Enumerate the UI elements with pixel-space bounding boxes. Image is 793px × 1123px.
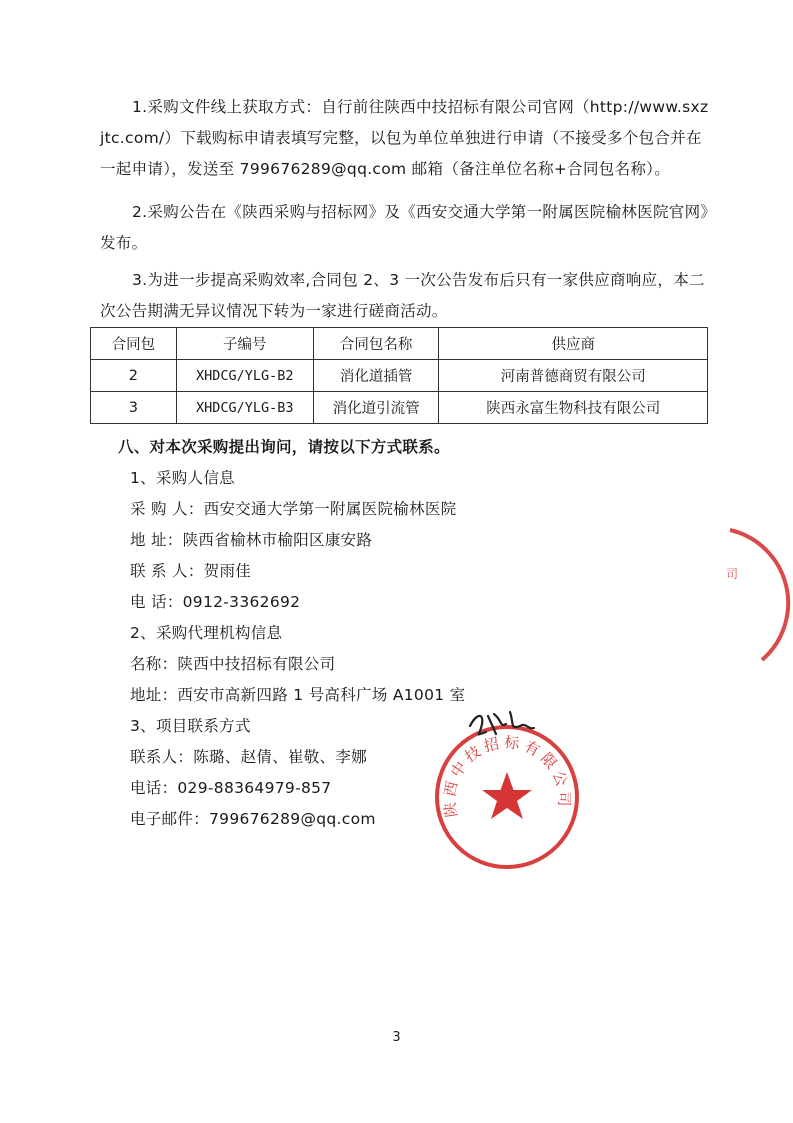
paragraph-line: jtc.com/）下载购标申请表填写完整，以包为单位单独进行申请（不接受多个包合并在 (100, 129, 702, 147)
paragraph-line: 2.采购公告在《陕西采购与招标网》及《西安交通大学第一附属医院榆林医院官网》 (132, 203, 717, 221)
table-header: 供应商 (439, 328, 708, 360)
table-cell: 3 (91, 392, 177, 424)
agency-address: 地址：西安市高新四路 1 号高科广场 A1001 室 (130, 686, 466, 704)
table-cell: XHDCG/YLG-B3 (176, 392, 313, 424)
paragraph-line: 1.采购文件线上获取方式：自行前往陕西中技招标有限公司官网（http://www.sxz (132, 98, 709, 116)
project-phone: 电话：029-88364979-857 (130, 779, 332, 797)
partial-seal-edge (700, 520, 793, 670)
company-seal (432, 722, 582, 872)
table-cell: 消化道引流管 (313, 392, 439, 424)
paragraph-line: 发布。 (100, 234, 148, 252)
paragraph-publication (100, 197, 717, 259)
seal-text: 陕西中技招标有限公司 (440, 733, 574, 819)
buyer-contact: 联 系 人：贺雨佳 (130, 562, 252, 580)
table-row (91, 360, 708, 392)
table-header-row (91, 328, 708, 360)
paragraph-line: 3.为进一步提高采购效率,合同包 2、3 一次公告发布后只有一家供应商响应，本二 (132, 271, 705, 289)
table-cell: 陕西永富生物科技有限公司 (439, 392, 708, 424)
table-cell: XHDCG/YLG-B2 (176, 360, 313, 392)
agency-name: 名称：陕西中技招标有限公司 (130, 655, 336, 673)
buyer-phone: 电 话：0912-3362692 (130, 593, 301, 611)
table-cell: 消化道插管 (313, 360, 439, 392)
table-header: 子编号 (176, 328, 313, 360)
buyer-info-title: 1、采购人信息 (130, 469, 235, 487)
table-cell: 河南普德商贸有限公司 (439, 360, 708, 392)
paragraph-negotiation (100, 265, 712, 327)
table-header: 合同包 (91, 328, 177, 360)
page-number: 3 (392, 1030, 401, 1045)
project-contacts: 联系人：陈璐、赵倩、崔敬、李娜 (130, 748, 368, 766)
project-email: 电子邮件：799676289@qq.com (130, 810, 376, 828)
buyer-name: 采 购 人：西安交通大学第一附属医院榆林医院 (130, 500, 457, 518)
table-cell: 2 (91, 360, 177, 392)
section-heading: 八、对本次采购提出询问，请按以下方式联系。 (118, 438, 450, 456)
table-row (91, 392, 708, 424)
paragraph-line: 次公告期满无异议情况下转为一家进行磋商活动。 (100, 302, 448, 320)
paragraph-line: 一起申请），发送至 799676289@qq.com 邮箱（备注单位名称+合同包名称）。 (100, 160, 671, 178)
handwritten-signature (466, 706, 538, 740)
agency-info-title: 2、采购代理机构信息 (130, 624, 283, 642)
contract-table (90, 327, 708, 424)
buyer-address: 地 址：陕西省榆林市榆阳区康安路 (130, 531, 373, 549)
project-contact-title: 3、项目联系方式 (130, 717, 251, 735)
table-header: 合同包名称 (313, 328, 439, 360)
paragraph-file-access (100, 92, 712, 185)
svg-text:司: 司 (726, 567, 739, 581)
